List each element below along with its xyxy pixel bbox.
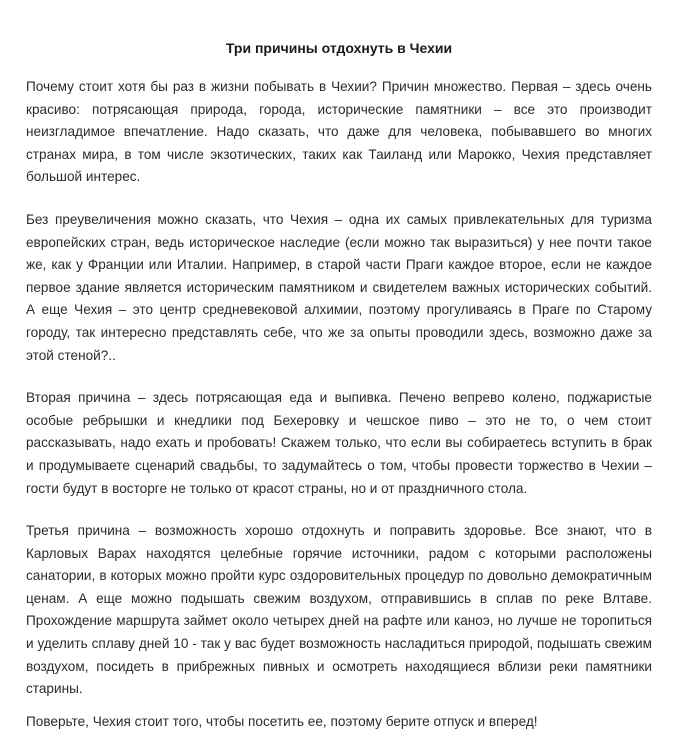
page-title: Три причины отдохнуть в Чехии [225, 40, 453, 56]
paragraph-intro: Почему стоит хотя бы раз в жизни побывать в Чехии? Причин множество. Первая – здесь очень красиво: потрясающая природа, города, исторические памятники – все это производит неизгладимое впечатление. Надо сказать, что даже для человека, побывавшего во многих странах мира, в том числе экзотических, таких как Таиланд или Марокко, Чехия представляет большой интерес. [26, 79, 652, 185]
paragraph-food: Вторая причина – здесь потрясающая еда и выпивка. Печено вепрево колено, поджаристые особые ребрышки и кнедлики под Бехеровку и чешское пиво – это не то, о чем стоит рассказывать, надо ехать и пробовать! Скажем только, что если вы собираетесь вступить в брак и продумываете сценарий свадьбы, то задумайтесь о том, чтобы провести торжество в Чехии – гости будут в восторге не только от красот страны, но и от праздничного стола. [26, 390, 652, 496]
paragraph-history: Без преувеличения можно сказать, что Чехия – одна их самых привлекательных для туризма европейских стран, ведь историческое наследие (если можно так выразиться) у нее почти такое же, как у Франции или Италии. Например, в старой части Праги каждое второе, если не каждое первое здание является историческим памятником и свидетелем важных исторических событий. А еще Чехия – это центр средневековой алхимии, поэтому прогуливаясь в Праге по Старому городу, так интересно представлять себе, что же за опыты проводили здесь, возможно даже за этой стеной?.. [26, 211, 652, 363]
document-body [26, 38, 652, 753]
paragraph-health: Третья причина – возможность хорошо отдохнуть и поправить здоровье. Все знают, что в Карловых Варах находятся целебные горячие источники, радом с которыми расположены санатории, в которых можно пройти курс оздоровительных процедур по довольно демократичным ценам. А еще можно подышать свежим воздухом, отправившись в сплав по реке Влтаве. Прохождение маршрута займет около четырех дней на рафте или каноэ, но лучше не торопиться и уделить сплаву дней 10 - так у вас будет возможность насладиться природой, подышать свежим воздухом, посидеть в прибрежных пивных и осмотреть находящиеся вблизи реки памятники старины. [26, 523, 652, 697]
paragraph-conclusion: Поверьте, Чехия стоит того, чтобы посетить ее, поэтому берите отпуск и вперед! [26, 713, 538, 729]
